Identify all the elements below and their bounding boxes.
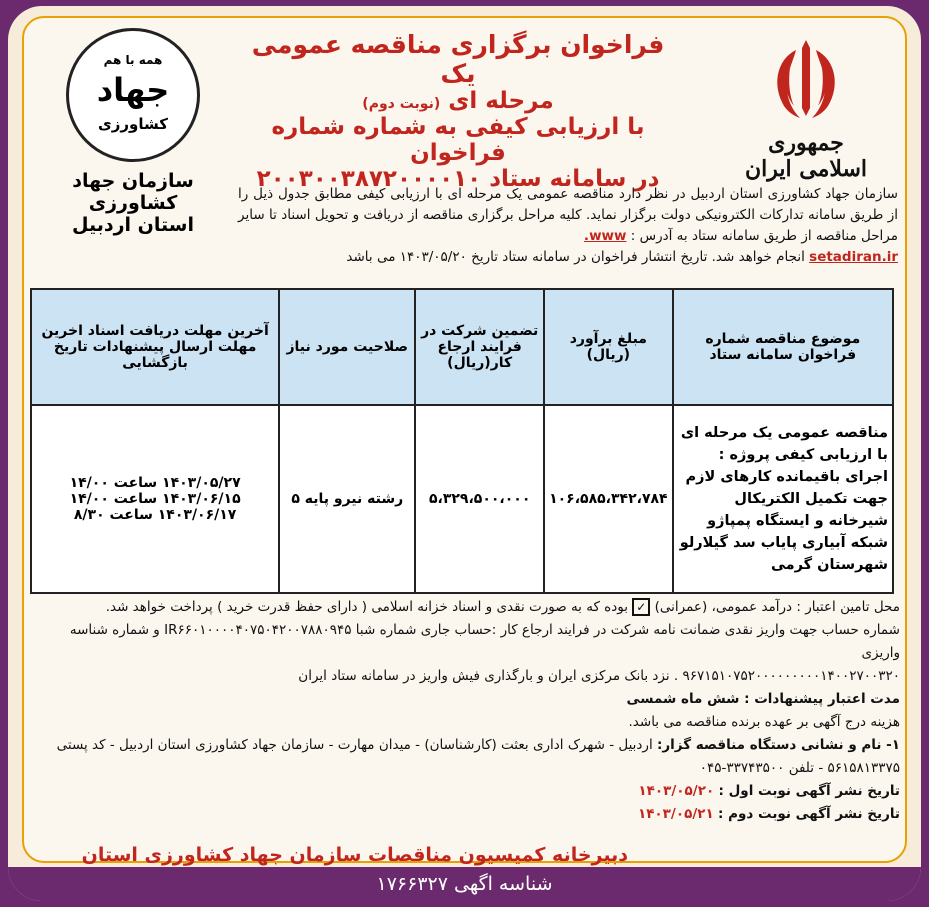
logo-ring-top: همه با هم — [103, 53, 163, 67]
ad-id-footer: شناسه اگهی ۱۷۶۶۳۲۷ — [8, 867, 921, 901]
closing-signature: دبیرخانه کمیسیون مناقصات سازمان جهاد کشاورزی استان — [81, 844, 628, 866]
checkbox-checked-icon: ✓ — [632, 598, 650, 616]
iran-emblem-icon — [766, 36, 846, 128]
intro-text: سازمان جهاد کشاورزی استان اردبیل در نظر دارد مناقصه عمومی یک مرحله ای با ارزیابی کیفی مطابق جدول ذیل را از طریق سامانه تدارکات الکترونیکی دولت برگزار نماید. کلیه مراحل برگزاری مناقصه از دریافت و تحویل اسناد تا سایر مراحل مناقصه از طریق سامانه ستاد به آدرس : — [238, 186, 898, 244]
header-guarantee: تضمین شرکت در فرایند ارجاع کار(ریال) — [415, 289, 544, 405]
address-text: اردبیل - شهرک اداری بعثت (کارشناسان) - میدان مهارت - سازمان جهاد کشاورزی استان اردبیل - کد پستی ۵۶۱۵۸۱۳۳۷۵ - تلفن ۳۳۷۴۳۵۰۰-۰۴۵ — [56, 737, 900, 776]
notice-body — [42, 596, 900, 826]
title-line4: در سامانه ستاد ۲۰۰۳۰۰۳۸۷۲۰۰۰۰۱۰ — [256, 166, 660, 192]
intro-paragraph — [238, 184, 898, 268]
tender-table — [30, 288, 894, 594]
address-label: ۱- نام و نشانی دستگاه مناقصه گزار: — [657, 737, 900, 753]
cell-estimate: ۱۰۶،۵۸۵،۳۴۲،۷۸۴ — [544, 405, 673, 593]
funding-pre: محل تامین اعتبار : درآمد عمومی، (عمرانی) — [654, 599, 900, 615]
deadline-docs: ۱۴۰۳/۰۵/۲۷ ساعت ۱۴/۰۰ — [69, 475, 241, 491]
table-row — [31, 405, 893, 593]
publish2-line — [42, 803, 900, 826]
table-header-row — [31, 289, 893, 405]
title-line2-text: مرحله ای — [448, 88, 554, 114]
notice-title — [248, 30, 668, 192]
notice-frame — [8, 6, 921, 901]
emblem-caption: جمهوری اسلامی ایران — [744, 130, 868, 182]
jahad-logo — [48, 28, 218, 236]
title-line2 — [248, 88, 668, 114]
publish1-date: ۱۴۰۳/۰۵/۲۰ — [638, 783, 715, 799]
account-line2: ۹۶۷۱۵۱۰۷۵۲۰۰۰۰۰۰۰۰۰۱۴۰۰۲۷۰۰۳۲۰ . نزد بانک مرکزی ایران و بارگذاری فیش واریز در سامانه ستاد ایران — [298, 668, 900, 684]
logo-ring-bottom: کشاورزی — [98, 115, 168, 133]
intro-tail: انجام خواهد شد. تاریخ انتشار فراخوان در سامانه ستاد تاریخ ۱۴۰۳/۰۵/۲۰ می باشد — [346, 249, 805, 265]
validity-line: مدت اعتبار پیشنهادات : شش ماه شمسی — [626, 691, 900, 707]
org-name-line1: سازمان جهاد کشاورزی — [72, 170, 194, 214]
title-line3: با ارزیابی کیفی به شماره شماره فراخوان — [271, 114, 645, 166]
org-name-line2: استان اردبیل — [72, 214, 194, 236]
address-line — [42, 734, 900, 780]
jahad-logo-ring — [66, 28, 200, 162]
deadline-offers: ۱۴۰۳/۰۶/۱۵ ساعت ۱۴/۰۰ — [69, 491, 241, 507]
iran-emblem — [731, 36, 881, 182]
deadline-opening: ۱۴۰۳/۰۶/۱۷ ساعت ۸/۳۰ — [73, 507, 237, 523]
cell-subject: مناقصه عمومی یک مرحله ای با ارزیابی کیفی پروژه : اجرای باقیمانده کارهای لازم جهت تکمیل الکتریکال شیرخانه و ایستگاه پمپاژو شبکه آبیاری پایاب سد گیلارلو شهرستان گرمی — [673, 405, 893, 593]
account-line1: شماره حساب جهت واریز نقدی ضمانت نامه شرکت در فرایند ارجاع کار :حساب جاری شماره شبا IR۶۶۰۱۰۰۰۰۴۰۷۵۰۴۲۰۰۷۸۸۰۹۴۵ و شماره شناسه واریزی — [69, 622, 900, 661]
publish1-line — [42, 780, 900, 803]
publish2-label: تاریخ نشر آگهی نوبت دوم : — [718, 806, 900, 822]
header-estimate: مبلغ برآورد (ریال) — [544, 289, 673, 405]
header-deadlines: آخرین مهلت دریافت اسناد اخرین مهلت ارسال پیشنهادات تاریخ بازگشایی — [31, 289, 279, 405]
header-qualification: صلاحیت مورد نیاز — [279, 289, 415, 405]
ad-cost-line: هزینه درج آگهی بر عهده برنده مناقصه می باشد. — [628, 714, 900, 730]
header-subject: موضوع مناقصه شماره فراخوان سامانه ستاد — [673, 289, 893, 405]
title-line1: فراخوان برگزاری مناقصه عمومی یک — [251, 30, 665, 88]
publish2-date: ۱۴۰۳/۰۵/۲۱ — [637, 806, 714, 822]
cell-deadlines — [31, 405, 279, 593]
intro-site-link[interactable]: setadiran.ir — [809, 249, 898, 265]
logo-ring-main: جهاد — [96, 71, 170, 109]
cell-qualification: رشته نیرو پایه ۵ — [279, 405, 415, 593]
title-line2-note: (نوبت دوم) — [362, 96, 441, 112]
funding-post: بوده که به صورت نقدی و اسناد خزانه اسلامی ( دارای حفظ قدرت خرید ) پرداخت خواهد شد. — [105, 599, 629, 615]
cell-guarantee: ۵،۳۲۹،۵۰۰،۰۰۰ — [415, 405, 544, 593]
funding-line — [42, 596, 900, 619]
intro-www-link[interactable]: www. — [583, 228, 627, 244]
publish1-label: تاریخ نشر آگهی نوبت اول : — [718, 783, 900, 799]
